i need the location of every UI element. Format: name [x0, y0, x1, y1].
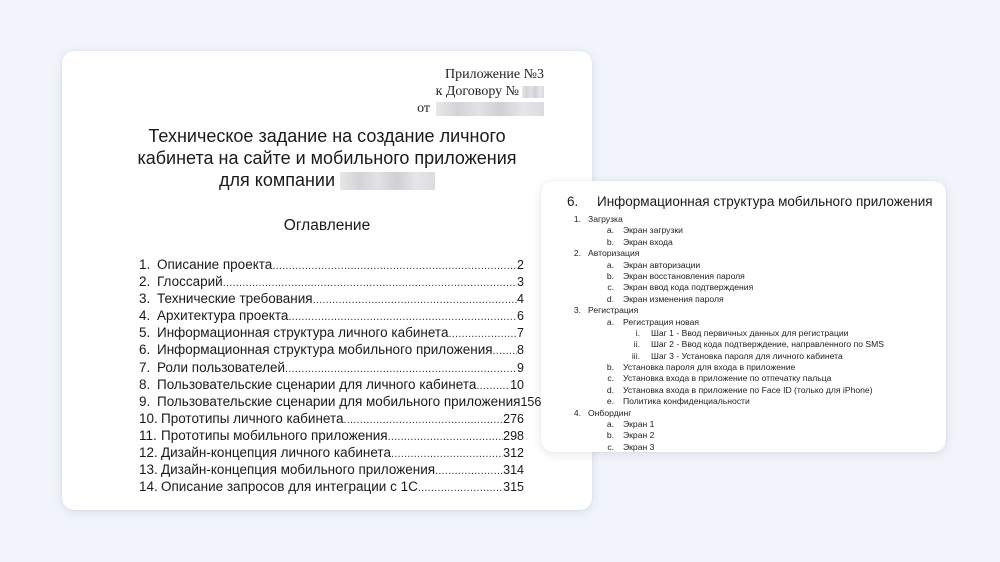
outline-marker: i.	[635, 327, 640, 338]
toc-heading: Оглавление	[283, 217, 371, 234]
annex-header	[417, 66, 544, 117]
outline-marker: e.	[606, 396, 614, 407]
toc-dot-leader	[493, 345, 518, 357]
toc-dot-leader	[435, 465, 503, 477]
outline-marker: c.	[607, 373, 614, 384]
outline-text: Шаг 1 - Ввод первичных данных для регистрации	[651, 327, 849, 338]
outline-text: Загрузка	[588, 214, 623, 224]
toc-entry-page: 10	[510, 377, 524, 392]
toc-entry-number: 14.	[139, 479, 158, 495]
toc-entry[interactable]	[139, 428, 524, 445]
toc-entry[interactable]	[139, 411, 524, 428]
toc-entry-page: 4	[517, 292, 524, 307]
structure-outline	[541, 214, 946, 453]
outline-item-level-1	[541, 305, 946, 316]
toc-entry-page: 6	[517, 309, 524, 324]
outline-marker: 4.	[573, 407, 581, 418]
outline-item-level-3	[541, 339, 946, 350]
outline-marker: b.	[606, 236, 614, 247]
toc-entry-label: Описание проекта	[157, 257, 273, 272]
toc-dot-leader	[388, 431, 504, 443]
toc-entry-number: 1.	[139, 257, 151, 272]
outline-item-level-2	[541, 225, 946, 236]
outline-text: Авторизация	[588, 248, 640, 259]
outline-text: Установка входа в приложение по Face ID (только для iPhone)	[623, 384, 873, 395]
outline-marker: d.	[606, 293, 614, 304]
toc-entry-page: 9	[517, 360, 524, 375]
outline-item-level-2	[541, 430, 946, 441]
toc-entry-label: Пользовательские сценарии для личного кабинета	[157, 376, 477, 392]
outline-text: Установка пароля для входа в приложение	[623, 362, 796, 373]
toc-dot-leader	[344, 414, 504, 426]
toc-entry[interactable]	[139, 445, 524, 462]
outline-item-level-2	[541, 237, 946, 248]
outline-item-level-2	[541, 294, 946, 305]
toc-entry-label: Роли пользователей	[157, 359, 286, 375]
toc-entry-page: 8	[517, 343, 524, 358]
annex-line-2: к Договору №	[417, 83, 544, 100]
outline-item-level-2	[541, 385, 946, 396]
outline-text: Экран 1	[623, 419, 655, 430]
outline-text: Шаг 3 - Установка пароля для личного кабинета	[651, 350, 843, 361]
outline-item-level-3	[541, 351, 946, 362]
toc-dot-leader	[223, 277, 517, 289]
outline-marker: iii.	[631, 350, 640, 361]
outline-text: Установка входа в приложение по отпечатку пальца	[623, 373, 832, 384]
outline-marker: a.	[606, 316, 614, 327]
toc-entry-number: 6.	[139, 342, 151, 358]
outline-marker: 2.	[573, 248, 581, 259]
toc-dot-leader	[285, 363, 517, 375]
outline-item-level-2	[541, 271, 946, 282]
toc-entry-number: 8.	[139, 376, 151, 392]
outline-text: Экран 2	[623, 430, 655, 441]
toc-entry-label: Пользовательские сценарии для мобильного приложения	[157, 393, 521, 409]
toc-entry-number: 3.	[139, 291, 151, 307]
outline-item-level-2	[541, 442, 946, 453]
outline-marker: a.	[606, 225, 614, 236]
toc-entry-number: 12.	[139, 445, 158, 461]
toc-entry-label: Дизайн-концепция мобильного приложения	[161, 462, 436, 478]
outline-marker: b.	[606, 270, 614, 281]
toc-entry-page: 7	[517, 326, 524, 341]
section-heading: 6. Информационная структура мобильного приложения	[567, 194, 933, 209]
outline-text: Политика конфиденциальности	[623, 396, 750, 407]
outline-marker: ii.	[633, 339, 640, 350]
toc-entry-page: 156	[520, 394, 542, 409]
outline-item-level-2	[541, 282, 946, 293]
table-of-contents	[139, 257, 542, 496]
outline-text: Экран загрузки	[623, 225, 683, 236]
toc-entry[interactable]	[139, 257, 524, 274]
toc-entry[interactable]	[139, 325, 524, 342]
toc-entry-label: Описание запросов для интеграции с 1С	[161, 479, 418, 495]
outline-text: Экран восстановления пароля	[623, 270, 745, 281]
toc-entry-number: 7.	[139, 359, 151, 375]
toc-entry-label: Архитектура проекта	[157, 308, 289, 324]
outline-text: Экран ввод кода подтверждения	[623, 282, 754, 293]
toc-entry[interactable]	[139, 274, 524, 291]
toc-entry[interactable]	[139, 342, 524, 359]
document-page-mobile-app-structure	[541, 181, 946, 452]
toc-entry-number: 2.	[139, 274, 151, 290]
toc-entry-number: 9.	[139, 393, 151, 409]
outline-item-level-3	[541, 328, 946, 339]
toc-entry-page: 315	[503, 480, 524, 495]
outline-item-level-2	[541, 260, 946, 271]
outline-text: Регистрация	[588, 305, 639, 316]
redacted-date	[436, 102, 544, 116]
outline-text: Экран изменения пароля	[623, 293, 724, 304]
outline-marker: a.	[606, 419, 614, 430]
toc-entry-page: 3	[517, 275, 524, 290]
outline-item-level-2	[541, 396, 946, 407]
toc-entry-label: Прототипы мобильного приложения	[161, 427, 388, 443]
toc-entry[interactable]	[139, 308, 524, 325]
outline-item-level-1	[541, 408, 946, 419]
outline-text: Регистрация новая	[623, 316, 700, 327]
toc-entry[interactable]	[139, 479, 524, 496]
toc-entry[interactable]	[139, 393, 542, 411]
toc-entry-page: 314	[503, 463, 524, 478]
toc-entry-label: Прототипы личного кабинета	[161, 410, 344, 426]
outline-item-level-2	[541, 373, 946, 384]
toc-entry-label: Дизайн-концепция личного кабинета	[161, 445, 391, 461]
toc-entry-number: 11.	[139, 427, 157, 443]
outline-item-level-2	[541, 317, 946, 328]
toc-entry-number: 4.	[139, 308, 151, 324]
toc-entry-page: 298	[503, 428, 524, 443]
toc-entry-page: 276	[503, 411, 524, 426]
toc-dot-leader	[288, 311, 517, 323]
toc-dot-leader	[448, 328, 517, 340]
toc-entry-label: Технические требования	[157, 291, 313, 307]
toc-dot-leader	[272, 260, 517, 272]
outline-marker: 3.	[573, 305, 581, 316]
toc-entry-number: 13.	[139, 462, 158, 478]
outline-text: Экран 3	[623, 441, 655, 452]
toc-entry[interactable]	[139, 291, 524, 308]
outline-item-level-1	[541, 248, 946, 259]
outline-marker: a.	[606, 259, 614, 270]
outline-marker: b.	[606, 362, 614, 373]
outline-text: Шаг 2 - Ввод кода подтверждение, направленного по SMS	[651, 339, 885, 350]
document-page-table-of-contents	[62, 51, 592, 510]
document-title: Техническое задание на создание личного кабинета на сайте и мобильного приложения для компании	[137, 126, 517, 190]
toc-entry-number: 5.	[139, 325, 151, 341]
outline-marker: d.	[606, 384, 614, 395]
toc-entry[interactable]	[139, 360, 524, 377]
toc-entry-label: Глоссарий	[157, 274, 223, 290]
outline-marker: c.	[607, 282, 614, 293]
annex-line-1: Приложение №3	[445, 67, 544, 82]
outline-marker: b.	[606, 430, 614, 441]
toc-entry-number: 10.	[139, 410, 158, 426]
redacted-contract-number	[522, 86, 544, 98]
toc-entry-page: 312	[503, 446, 524, 461]
outline-item-level-2	[541, 362, 946, 373]
toc-dot-leader	[418, 482, 503, 494]
toc-entry-page: 2	[517, 258, 524, 272]
toc-dot-leader	[391, 448, 503, 460]
toc-entry[interactable]	[139, 377, 524, 394]
outline-item-level-1	[541, 214, 946, 225]
annex-line-3: от	[417, 100, 544, 117]
redacted-company-name	[340, 172, 435, 190]
toc-entry-label: Информационная структура личного кабинета	[157, 325, 449, 341]
toc-entry-label: Информационная структура мобильного приложения	[157, 342, 493, 358]
outline-marker: c.	[607, 441, 614, 452]
toc-entry[interactable]	[139, 462, 524, 479]
toc-dot-leader	[313, 294, 517, 306]
toc-dot-leader	[476, 380, 510, 392]
outline-marker: 1.	[573, 214, 581, 224]
outline-text: Онбординг	[588, 407, 632, 418]
outline-text: Экран входа	[623, 236, 673, 247]
outline-item-level-2	[541, 419, 946, 430]
outline-text: Экран авторизации	[623, 259, 701, 270]
